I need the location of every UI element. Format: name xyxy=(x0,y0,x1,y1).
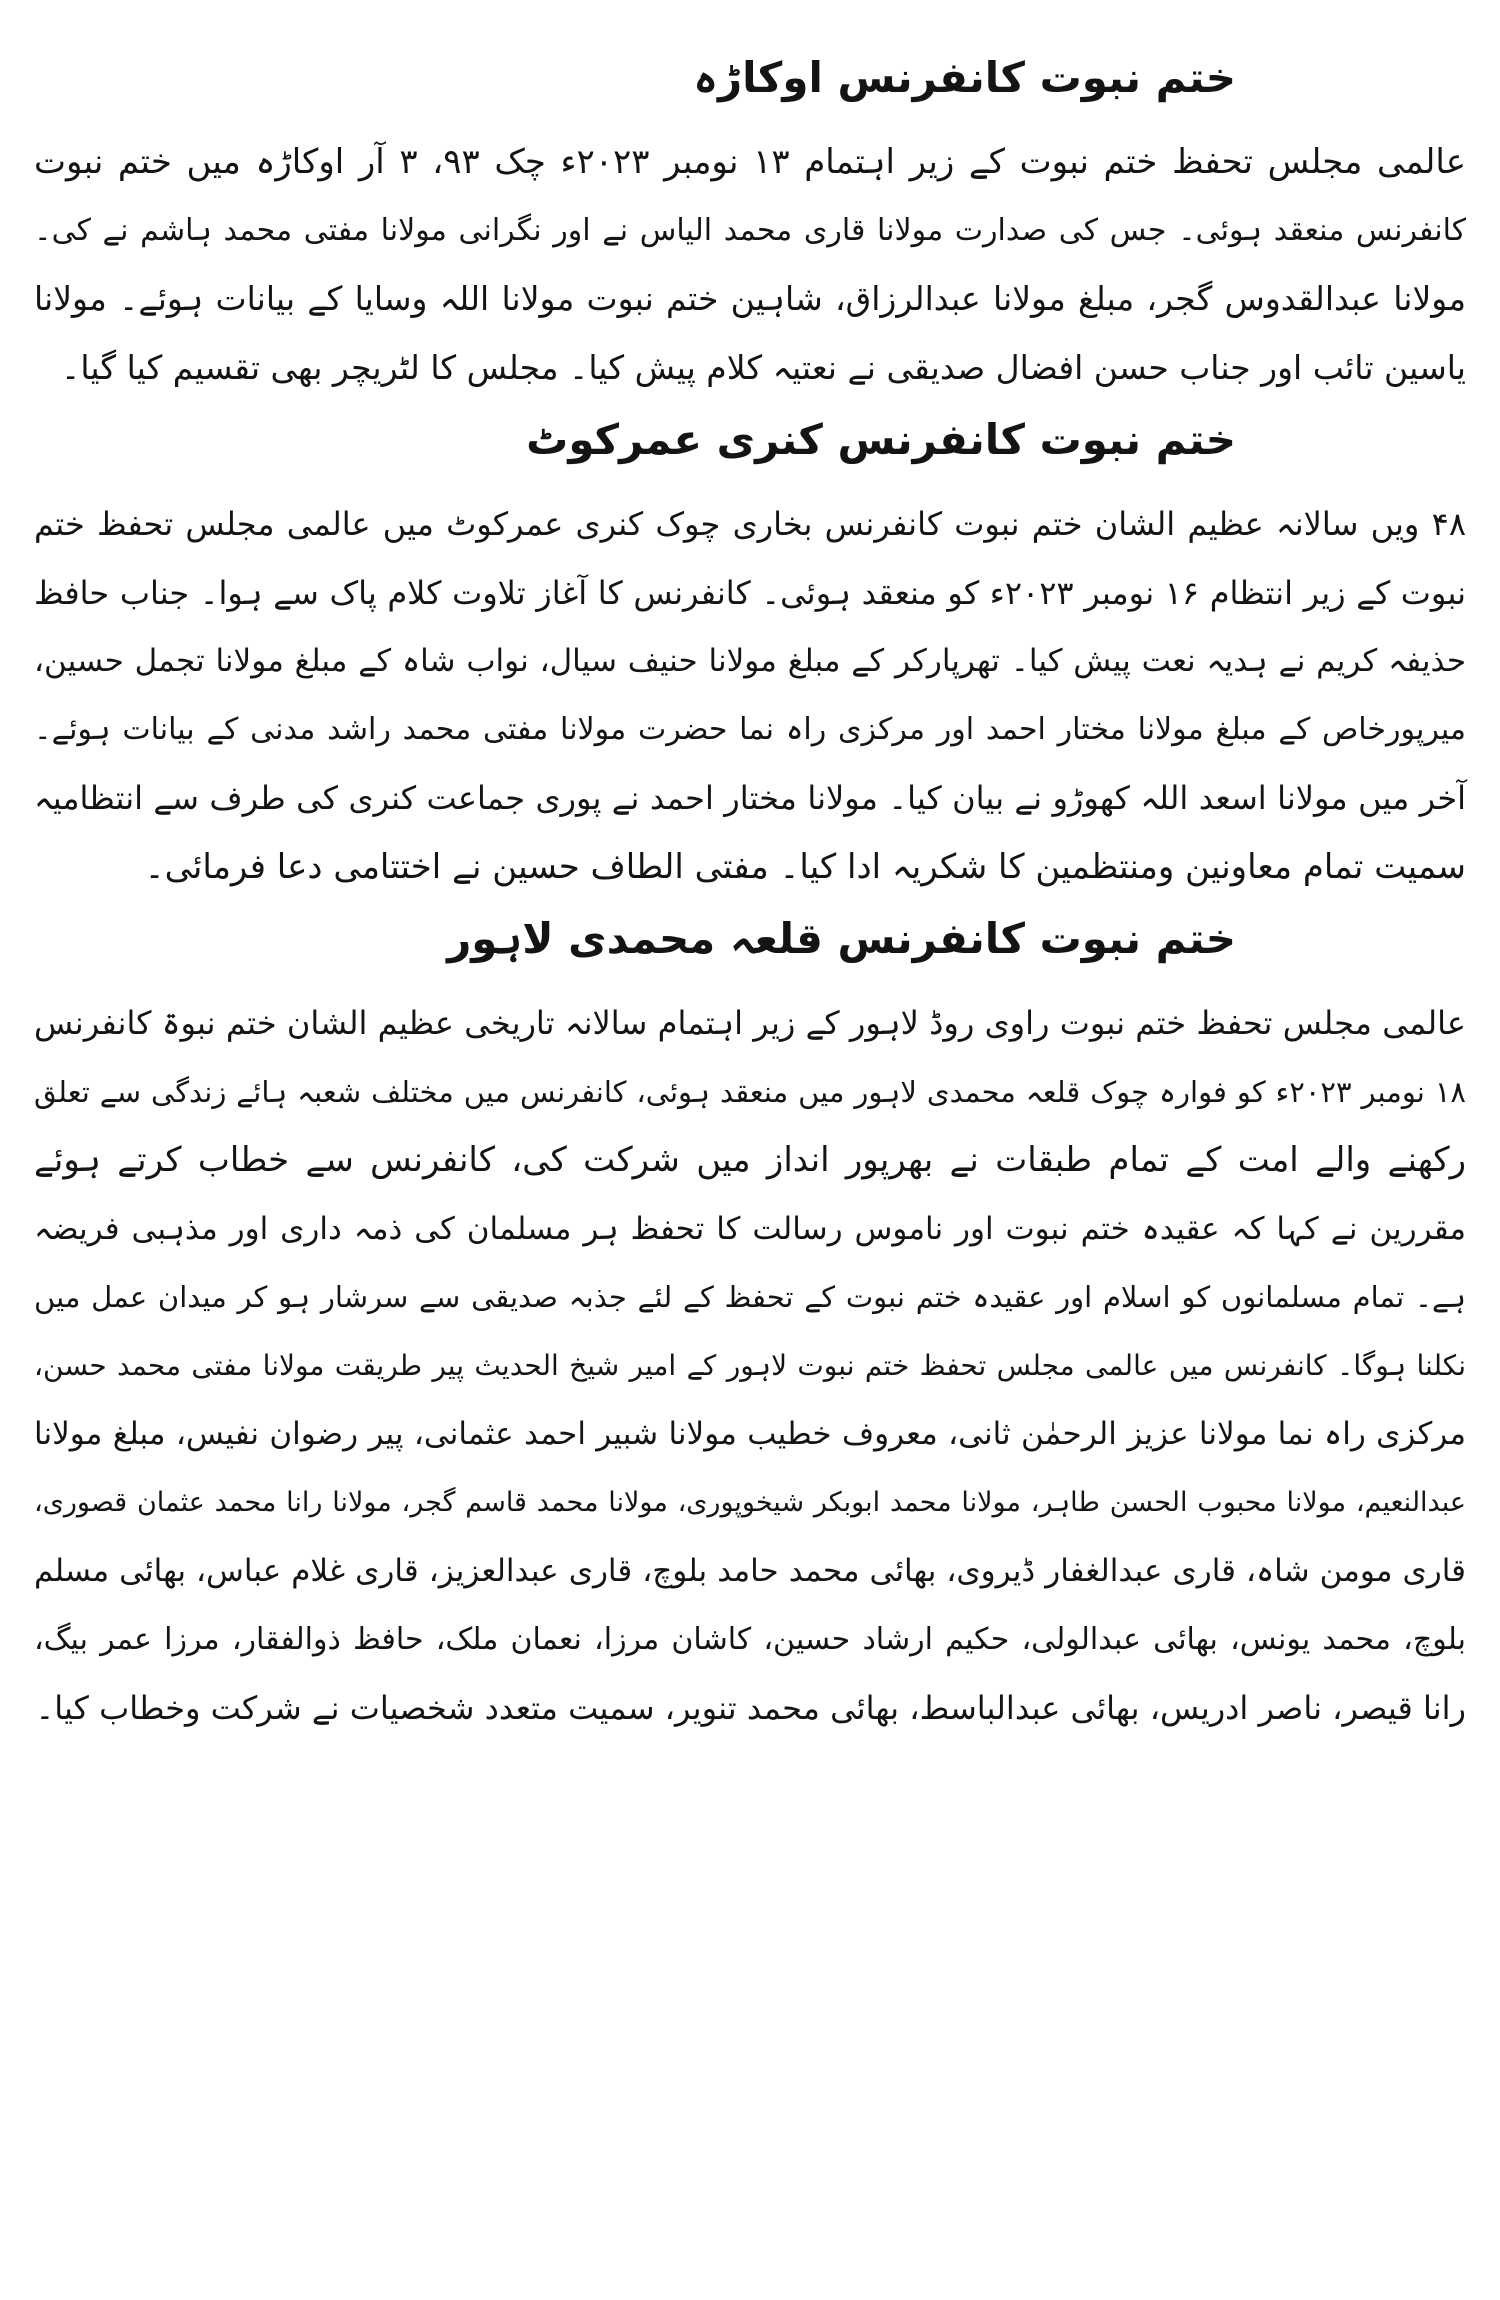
body-line: عالمی مجلس تحفظ ختم نبوت راوی روڈ لاہور کے زیر اہتمام سالانہ تاریخی عظیم الشان ختم نبوۃ کانفرنس xyxy=(34,1004,1466,1042)
article-headline: ختم نبوت کانفرنس اوکاڑہ xyxy=(693,53,1236,102)
body-line: آخر میں مولانا اسعد اللہ کھوڑو نے بیان کیا۔ مولانا مختار احمد نے پوری جماعت کنری کی طرف سے انتظامیہ xyxy=(34,779,1466,817)
body-line: ۴۸ ویں سالانہ عظیم الشان ختم نبوت کانفرنس بخاری چوک کنری عمرکوٹ میں عالمی مجلس تحفظ ختم xyxy=(34,505,1466,543)
body-line: ہے۔ تمام مسلمانوں کو اسلام اور عقیدہ ختم نبوت کے تحفظ کے لئے جذبہ صدیقی سے سرشار ہو کر میدان عمل میں xyxy=(34,1280,1466,1314)
article-headline: ختم نبوت کانفرنس قلعہ محمدی لاہور xyxy=(447,914,1236,963)
article-okara xyxy=(34,48,1466,402)
body-line: مقررین نے کہا کہ عقیدہ ختم نبوت اور ناموس رسالت کا تحفظ ہر مسلمان کی ذمہ داری اور مذہبی فریضہ xyxy=(34,1210,1466,1247)
body-line: مولانا عبدالقدوس گجر، مبلغ مولانا عبدالرزاق، شاہین ختم نبوت مولانا اللہ وسایا کے بیانات ہوئے۔ مولانا xyxy=(34,279,1466,318)
article-body xyxy=(34,490,1466,901)
body-line: عالمی مجلس تحفظ ختم نبوت کے زیر اہتمام ۱۳ نومبر ۲۰۲۳ء چک ۹۳، ۳ آر اوکاڑہ میں ختم نبوت xyxy=(34,142,1467,182)
body-line: قاری مومن شاہ، قاری عبدالغفار ڈیروی، بھائی محمد حامد بلوچ، قاری عبدالعزیز، قاری غلام عباس، بھائی مسلم xyxy=(34,1553,1466,1589)
body-line: نبوت کے زیر انتظام ۱۶ نومبر ۲۰۲۳ء کو منعقد ہوئی۔ کانفرنس کا آغاز تلاوت کلام پاک سے ہوا۔ جناب حافظ xyxy=(34,573,1467,612)
article-body xyxy=(34,989,1466,1743)
body-line: سمیت تمام معاونین ومنتظمین کا شکریہ ادا کیا۔ مفتی الطاف حسین نے اختتامی دعا فرمائی۔ xyxy=(144,846,1466,887)
body-line: حذیفہ کریم نے ہدیہ نعت پیش کیا۔ تھرپارکر کے مبلغ مولانا حنیف سیال، نواب شاہ کے مبلغ مولانا تجمل حسین، xyxy=(34,643,1466,679)
body-line: میرپورخاص کے مبلغ مولانا مختار احمد اور مرکزی راہ نما حضرت مولانا مفتی محمد راشد مدنی کے بیانات ہوئے۔ xyxy=(34,711,1466,747)
article-kunri-umerkot xyxy=(34,410,1466,901)
body-line: مرکزی راہ نما مولانا عزیز الرحمٰن ثانی، معروف خطیب مولانا شبیر احمد عثمانی، پیر رضوان نفیس، مبلغ مولانا xyxy=(34,1416,1466,1452)
body-line: نکلنا ہوگا۔ کانفرنس میں عالمی مجلس تحفظ ختم نبوت لاہور کے امیر شیخ الحدیث پیر طریقت مولانا مفتی محمد حسن، xyxy=(34,1348,1466,1382)
article-body xyxy=(34,128,1466,402)
body-line: ۱۸ نومبر ۲۰۲۳ء کو فوارہ چوک قلعہ محمدی لاہور میں منعقد ہوئی، کانفرنس میں مختلف شعبہ ہائے زندگی سے تعلق xyxy=(34,1074,1466,1109)
body-line: کانفرنس منعقد ہوئی۔ جس کی صدارت مولانا قاری محمد الیاس نے اور نگرانی مولانا مفتی محمد ہاشم نے کی۔ xyxy=(34,212,1466,248)
article-headline: ختم نبوت کانفرنس کنری عمرکوٹ xyxy=(526,415,1236,464)
article-qila-muhammadi-lahore xyxy=(34,909,1466,1743)
body-line: بلوچ، محمد یونس، بھائی عبدالولی، حکیم ارشاد حسین، کاشان مرزا، نعمان ملک، حافظ ذوالفقار، مرزا عمر بیگ، xyxy=(34,1621,1466,1657)
body-line: رکھنے والے امت کے تمام طبقات نے بھرپور انداز میں شرکت کی، کانفرنس سے خطاب کرتے ہوئے xyxy=(34,1140,1466,1180)
body-line: رانا قیصر، ناصر ادریس، بھائی عبدالباسط، بھائی محمد تنویر، سمیت متعدد شخصیات نے شرکت وخطاب کیا۔ xyxy=(35,1689,1466,1727)
body-line: عبدالنعیم، مولانا محبوب الحسن طاہر، مولانا محمد ابوبکر شیخوپوری، مولانا محمد قاسم گجر، مولانا رانا محمد عثمان قصوری، xyxy=(34,1486,1466,1518)
body-line: یاسین تائب اور جناب حسن افضال صدیقی نے نعتیہ کلام پیش کیا۔ مجلس کا لٹریچر بھی تقسیم کیا گیا۔ xyxy=(61,347,1466,387)
